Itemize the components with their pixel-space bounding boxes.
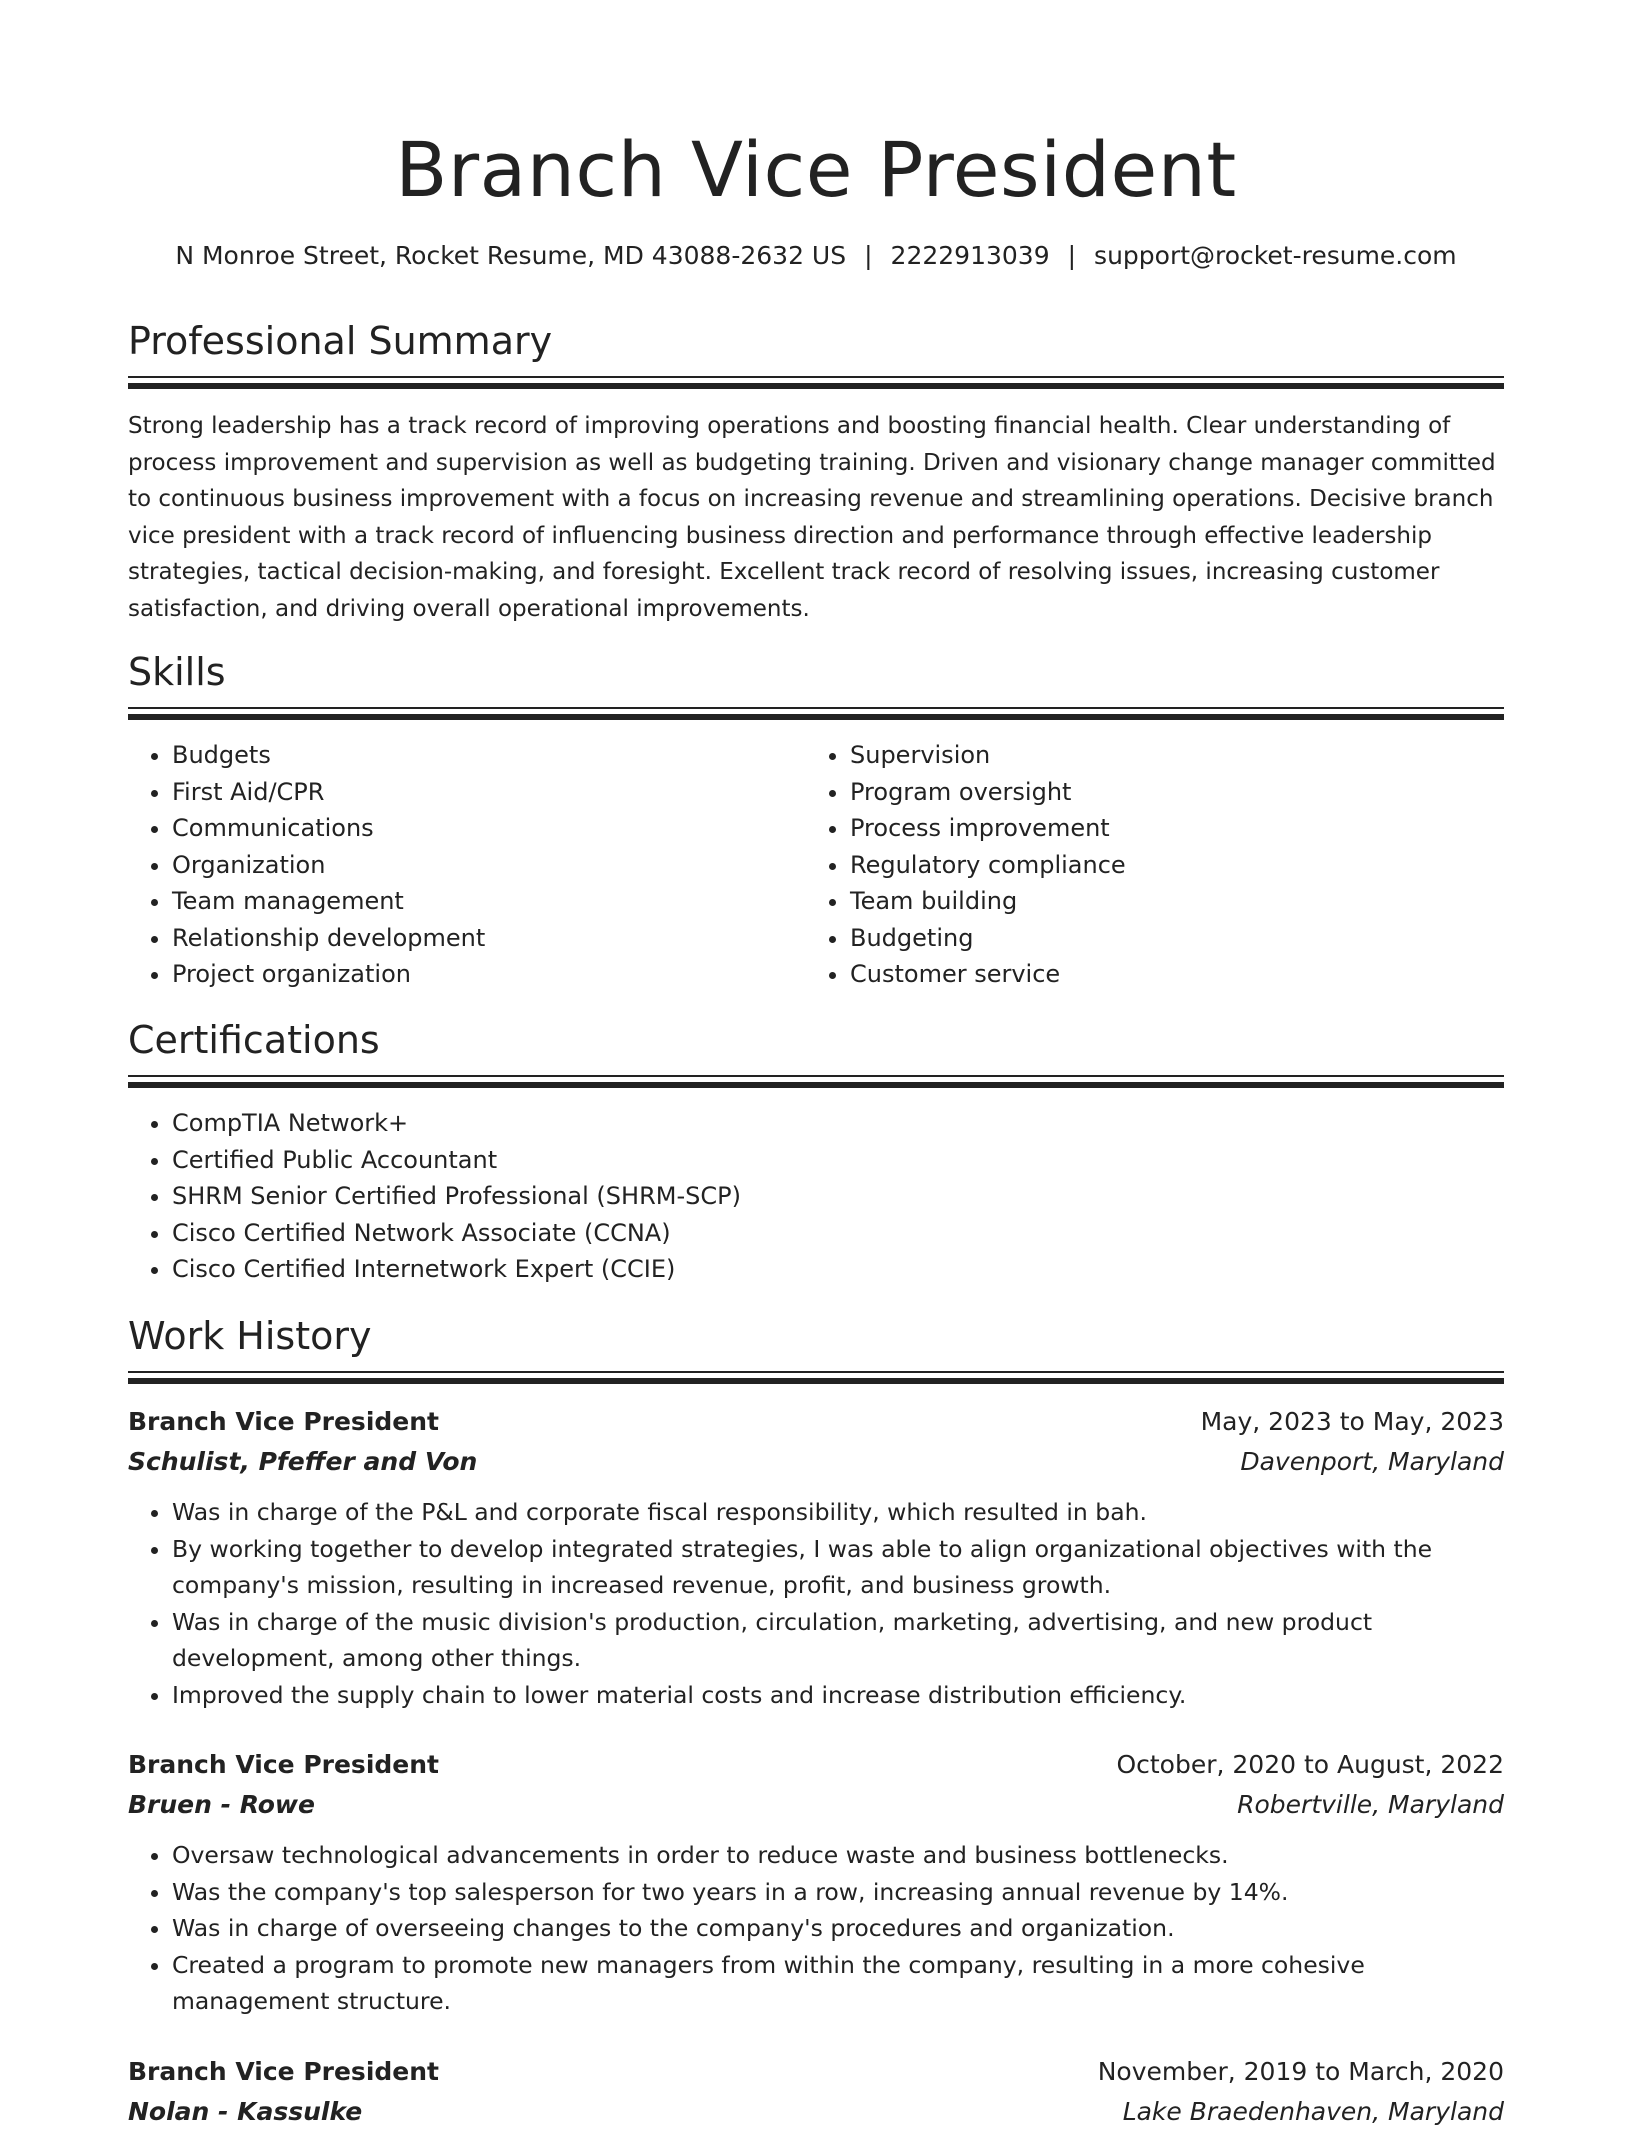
resume-name: Branch Vice President: [395, 125, 1237, 214]
skills-list-left: [128, 737, 806, 993]
job-bullet: • Oversaw technological advancements in order to reduce waste and business bottlenecks.: [172, 1837, 1504, 1874]
job-location: Lake Braedenhaven, Maryland: [1122, 2097, 1504, 2126]
skill-item: • Communications: [172, 810, 806, 847]
section-title: Work History: [128, 1314, 372, 1358]
job-entry: [128, 1745, 1504, 2020]
section-title: Certifications: [128, 1018, 380, 1062]
job-company: Bruen - Rowe: [128, 1790, 315, 1819]
certification-item: • Certified Public Accountant: [172, 1142, 1504, 1179]
contact-line: [128, 238, 1504, 274]
skill-item: • Process improvement: [850, 810, 1484, 847]
job-bullets: [128, 1494, 1504, 1713]
certification-item: • SHRM Senior Certified Professional (SHRM-SCP): [172, 1178, 1504, 1215]
section-divider: [128, 376, 1504, 390]
job-dates: May, 2023 to May, 2023: [1200, 1407, 1504, 1436]
skill-item: • Supervision: [850, 737, 1484, 774]
section-certifications: [128, 1015, 1504, 1288]
skill-item: • Regulatory compliance: [850, 847, 1484, 884]
job-title: Branch Vice President: [128, 1407, 439, 1436]
section-divider: [128, 1075, 1504, 1089]
skill-item: • Relationship development: [172, 920, 806, 957]
contact-email: support@rocket-resume.com: [1094, 241, 1457, 270]
certifications-list: [128, 1105, 1504, 1288]
section-divider: [128, 707, 1504, 721]
job-bullet: • Created a program to promote new managers from within the company, resulting in a more cohesive management structure.: [172, 1947, 1504, 2020]
certification-item: • CompTIA Network+: [172, 1105, 1504, 1142]
skills-columns: [128, 721, 1504, 993]
job-title: Branch Vice President: [128, 2057, 439, 2086]
summary-text: Strong leadership has a track record of improving operations and boosting financial health. Clear understanding of process improvement and supervision as well as budgeting training. Driven and visionary change manager committed to continuous business improvement with a focus on increasing revenue and streamlining operations. Decisive branch vice president with a track record of influencing business direction and performance through effective leadership strategies, tactical decision-making, and foresight. Excellent track record of resolving issues, increasing customer satisfaction, and driving overall operational improvements.: [128, 413, 1496, 622]
section-divider: [128, 1371, 1504, 1385]
job-bullet: • Was in charge of the music division's production, circulation, marketing, advertising, and new product development, among other things.: [172, 1604, 1504, 1677]
job-dates: October, 2020 to August, 2022: [1116, 1750, 1504, 1779]
job-subheader-row: [128, 2092, 1504, 2132]
skills-list-right: [806, 737, 1484, 993]
job-header-row: [128, 2052, 1504, 2092]
contact-separator: |: [864, 241, 873, 270]
job-entry: [128, 1402, 1504, 1713]
job-company: Nolan - Kassulke: [128, 2097, 363, 2126]
skill-item: • Team management: [172, 883, 806, 920]
job-title: Branch Vice President: [128, 1750, 439, 1779]
skill-item: • Team building: [850, 883, 1484, 920]
skill-item: • First Aid/CPR: [172, 774, 806, 811]
job-entry: [128, 2052, 1504, 2132]
skill-item: • Customer service: [850, 956, 1484, 993]
job-dates: November, 2019 to March, 2020: [1097, 2057, 1504, 2086]
job-bullet: • Was in charge of the P&L and corporate fiscal responsibility, which resulted in bah.: [172, 1494, 1504, 1531]
job-subheader-row: [128, 1442, 1504, 1482]
job-header-row: [128, 1402, 1504, 1442]
section-title: Skills: [128, 650, 226, 694]
section-skills: [128, 647, 1504, 993]
job-bullet: • By working together to develop integrated strategies, I was able to align organizational objectives with the company's mission, resulting in increased revenue, profit, and business growth.: [172, 1531, 1504, 1604]
skill-item: • Budgets: [172, 737, 806, 774]
section-professional-summary: [128, 316, 1504, 627]
job-bullet: • Improved the supply chain to lower material costs and increase distribution efficiency.: [172, 1677, 1504, 1714]
contact-address: N Monroe Street, Rocket Resume, MD 43088-2632 US: [175, 241, 847, 270]
skill-item: • Budgeting: [850, 920, 1484, 957]
contact-phone: 2222913039: [890, 241, 1050, 270]
certification-item: • Cisco Certified Internetwork Expert (CCIE): [172, 1251, 1504, 1288]
job-location: Davenport, Maryland: [1240, 1447, 1504, 1476]
job-subheader-row: [128, 1785, 1504, 1825]
job-location: Robertville, Maryland: [1237, 1790, 1504, 1819]
skill-item: • Organization: [172, 847, 806, 884]
skill-item: • Program oversight: [850, 774, 1484, 811]
job-bullets: [128, 1837, 1504, 2020]
job-bullet: • Was the company's top salesperson for two years in a row, increasing annual revenue by 14%.: [172, 1874, 1504, 1911]
skill-item: • Project organization: [172, 956, 806, 993]
certification-item: • Cisco Certified Network Associate (CCNA): [172, 1215, 1504, 1252]
job-bullet: • Was in charge of overseeing changes to the company's procedures and organization.: [172, 1910, 1504, 1947]
section-work-history: [128, 1311, 1504, 1385]
job-header-row: [128, 1745, 1504, 1785]
job-company: Schulist, Pfeffer and Von: [128, 1447, 478, 1476]
section-title: Professional Summary: [128, 319, 553, 363]
contact-separator: |: [1067, 241, 1077, 270]
